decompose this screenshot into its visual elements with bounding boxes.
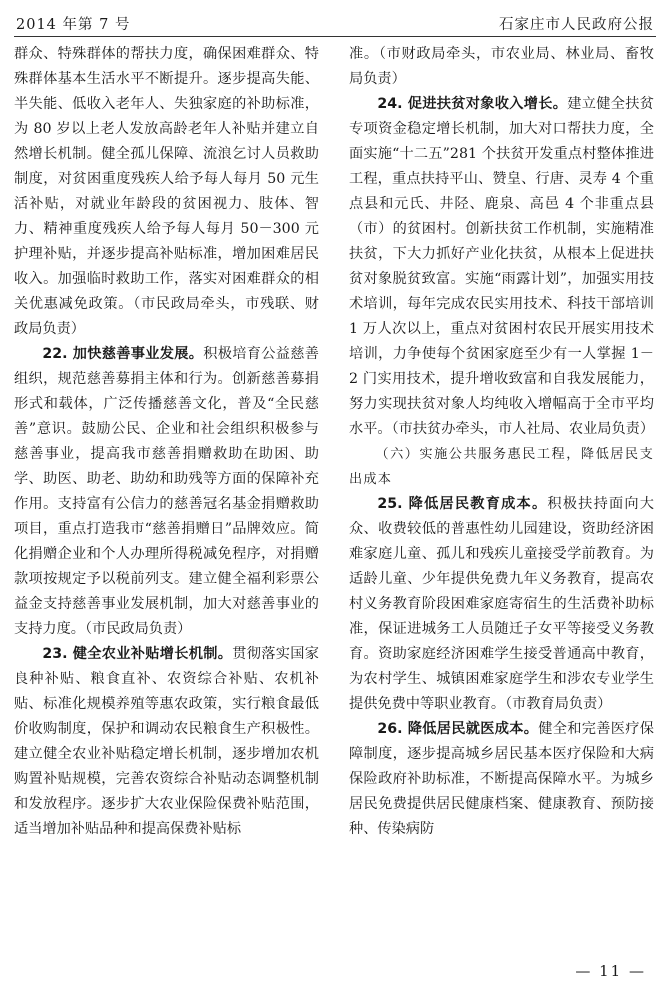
paragraph: 准。（市财政局牵头，市农业局、林业局、畜牧局负责） (349, 46, 654, 87)
page-number: — 11 — (575, 962, 646, 980)
page-header (14, 10, 656, 37)
paragraph: 22. 加快慈善事业发展。积极培育公益慈善组织，规范慈善募捐主体和行为。创新慈善募捐形式和载体，广泛传播慈善文化，普及“全民慈善”意识。鼓励公民、企业和社会组织积极参与慈善事业，提高我市慈善捐赠救助在助困、助学、助医、助老、助幼和助残等方面的保障补充作用。支持富有公信力的慈善冠名基金捐赠救助项目，重点打造我市“慈善捐赠日”品牌效应。简化捐赠企业和个人办理所得税减免程序，对捐赠款项按规定予以税前列支。建立健全福利彩票公益金支持慈善事业发展机制，加大对慈善事业的支持力度。（市民政局负责） (14, 346, 319, 637)
item-title: 22. 加快慈善事业发展。 (42, 346, 204, 362)
paragraph: 群众、特殊群体的帮扶力度，确保困难群众、特殊群体基本生活水平不断提升。逐步提高失能、半失能、低收入老年人、失独家庭的补助标准，为 80 岁以上老人发放高龄老年人补贴并建立自然增长机制。健全孤儿保障、流浪乞讨人员救助制度，对贫困重度残疾人给予每人每月 50 元生活补贴，对就业年龄段的贫困视力、肢体、智力、精神重度残疾人给予每人每月 50－300 元护理补贴，并逐步提高补贴标准，增加困难居民收入。加强临时救助工作，落实对困难群众的相关优惠减免政策。（市民政局牵头，市残联、财政局负责） (14, 46, 319, 337)
right-column (349, 42, 654, 842)
issue-number: 2014 年第 7 号 (16, 17, 131, 33)
item-title: 26. 降低居民就医成本。 (377, 721, 539, 737)
item-title: 23. 健全农业补贴增长机制。 (42, 646, 233, 662)
item-title: 25. 降低居民教育成本。 (377, 496, 548, 512)
section-subheading: （六）实施公共服务惠民工程，降低居民支出成本 (349, 447, 654, 487)
paragraph: 25. 降低居民教育成本。积极扶持面向大众、收费较低的普惠性幼儿园建设，资助经济困难家庭儿童、孤儿和残疾儿童接受学前教育。为适龄儿童、少年提供免费九年义务教育，提高农村义务教育阶段困难家庭寄宿生的生活费补助标准，保证进城务工人员随迁子女平等接受义务教育。资助家庭经济困难学生接受普通高中教育，为农村学生、城镇困难家庭学生和涉农专业学生提供免费中等职业教育。（市教育局负责） (349, 496, 654, 712)
paragraph: 26. 降低居民就医成本。健全和完善医疗保障制度，逐步提高城乡居民基本医疗保险和大病保险政府补助标准，不断提高保障水平。为城乡居民免费提供居民健康档案、健康教育、预防接种、传染病防 (349, 721, 654, 837)
item-title: 24. 促进扶贫对象收入增长。 (377, 96, 568, 112)
publication-title: 石家庄市人民政府公报 (499, 17, 654, 33)
paragraph: 24. 促进扶贫对象收入增长。建立健全扶贫专项资金稳定增长机制，加大对口帮扶力度，全面实施“十二五”281 个扶贫开发重点村整体推进工程，重点扶持平山、赞皇、行唐、灵寿 4 个重点县和元氏、井陉、鹿泉、高邑 4 个非重点县（市）的贫困村。创新扶贫工作机制，实施精准扶贫，下大力抓好产业化扶贫，从根本上促进扶贫对象脱贫致富。实施“雨露计划”，加强实用技术培训，每年完成农民实用技术、科技干部培训 1 万人次以上，重点对贫困村农民开展实用技术培训，力争使每个贫困家庭至少有一人掌握 1－2 门实用技术，提升增收致富和自我发展能力，努力实现扶贫对象人均纯收入增幅高于全市平均水平。（市扶贫办牵头，市人社局、农业局负责） (349, 96, 655, 437)
paragraph: 23. 健全农业补贴增长机制。贯彻落实国家良种补贴、粮食直补、农资综合补贴、农机补贴、标准化规模养殖等惠农政策，实行粮食最低价收购制度，保护和调动农民粮食生产积极性。建立健全农业补贴稳定增长机制，逐步增加农机购置补贴规模，完善农资综合补贴动态调整机制和发放程序。逐步扩大农业保险保费补贴范围，适当增加补贴品种和提高保费补贴标 (14, 646, 319, 837)
left-column (14, 42, 319, 842)
